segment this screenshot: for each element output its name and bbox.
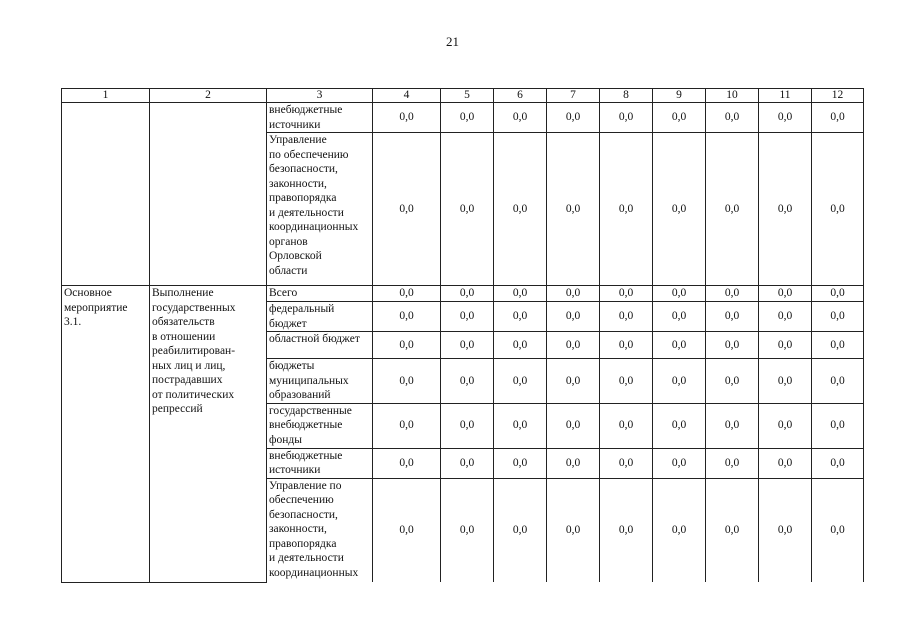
value-cell: 0,0 <box>441 302 494 332</box>
value-cell: 0,0 <box>812 332 864 359</box>
value-cell: 0,0 <box>812 448 864 478</box>
value-cell: 0,0 <box>547 302 600 332</box>
value-cell: 0,0 <box>653 359 706 404</box>
value-cell: 0,0 <box>441 448 494 478</box>
value-cell: 0,0 <box>373 359 441 404</box>
value-cell: 0,0 <box>812 302 864 332</box>
value-cell: 0,0 <box>759 286 812 302</box>
table-row <box>62 286 864 302</box>
funding-source: государственные внебюджетные фонды <box>267 403 373 448</box>
value-cell: 0,0 <box>759 448 812 478</box>
value-cell: 0,0 <box>706 286 759 302</box>
column-number-10: 10 <box>706 89 759 103</box>
value-cell: 0,0 <box>441 359 494 404</box>
funding-source: внебюджетные источники <box>267 448 373 478</box>
value-cell: 0,0 <box>600 448 653 478</box>
value-cell: 0,0 <box>600 478 653 582</box>
value-cell: 0,0 <box>547 133 600 286</box>
value-cell: 0,0 <box>441 403 494 448</box>
value-cell: 0,0 <box>812 286 864 302</box>
column-number-8: 8 <box>600 89 653 103</box>
funding-source: областной бюджет <box>267 332 373 359</box>
value-cell: 0,0 <box>653 133 706 286</box>
value-cell: 0,0 <box>373 478 441 582</box>
value-cell: 0,0 <box>812 359 864 404</box>
funding-source: Управление по обеспечению безопасности, законности, правопорядка и деятельности координационных органов Орловской области <box>267 133 373 286</box>
event-title: Выполнение государственных обязательств в отношении реабилитирован- ных лиц и лиц, пострадавших от политических репрессий <box>150 286 267 583</box>
funding-source: внебюджетные источники <box>267 103 373 133</box>
funding-source: бюджеты муниципальных образований <box>267 359 373 404</box>
value-cell: 0,0 <box>600 359 653 404</box>
value-cell: 0,0 <box>441 478 494 582</box>
value-cell: 0,0 <box>653 403 706 448</box>
value-cell: 0,0 <box>547 448 600 478</box>
value-cell: 0,0 <box>706 103 759 133</box>
value-cell: 0,0 <box>494 359 547 404</box>
value-cell: 0,0 <box>759 478 812 582</box>
column-number-3: 3 <box>267 89 373 103</box>
funding-source: федеральный бюджет <box>267 302 373 332</box>
value-cell: 0,0 <box>759 359 812 404</box>
value-cell: 0,0 <box>494 286 547 302</box>
value-cell: 0,0 <box>373 286 441 302</box>
event-cell-continued <box>62 103 150 286</box>
value-cell: 0,0 <box>494 302 547 332</box>
value-cell: 0,0 <box>373 133 441 286</box>
funding-source: Всего <box>267 286 373 302</box>
value-cell: 0,0 <box>759 332 812 359</box>
value-cell: 0,0 <box>706 359 759 404</box>
value-cell: 0,0 <box>441 286 494 302</box>
budget-table <box>61 88 864 583</box>
table-row <box>62 103 864 133</box>
value-cell: 0,0 <box>600 103 653 133</box>
value-cell: 0,0 <box>759 302 812 332</box>
value-cell: 0,0 <box>547 286 600 302</box>
funding-source: Управление по обеспечению безопасности, законности, правопорядка и деятельности координационных <box>267 478 373 582</box>
value-cell: 0,0 <box>494 103 547 133</box>
value-cell: 0,0 <box>706 133 759 286</box>
value-cell: 0,0 <box>600 133 653 286</box>
value-cell: 0,0 <box>373 448 441 478</box>
value-cell: 0,0 <box>373 103 441 133</box>
value-cell: 0,0 <box>600 302 653 332</box>
column-number-11: 11 <box>759 89 812 103</box>
column-number-5: 5 <box>441 89 494 103</box>
page-number: 21 <box>446 34 459 49</box>
column-number-6: 6 <box>494 89 547 103</box>
value-cell: 0,0 <box>494 403 547 448</box>
column-number-9: 9 <box>653 89 706 103</box>
value-cell: 0,0 <box>653 478 706 582</box>
value-cell: 0,0 <box>706 448 759 478</box>
value-cell: 0,0 <box>547 403 600 448</box>
value-cell: 0,0 <box>706 332 759 359</box>
value-cell: 0,0 <box>653 448 706 478</box>
value-cell: 0,0 <box>441 103 494 133</box>
value-cell: 0,0 <box>812 103 864 133</box>
value-cell: 0,0 <box>759 403 812 448</box>
value-cell: 0,0 <box>759 103 812 133</box>
column-number-4: 4 <box>373 89 441 103</box>
value-cell: 0,0 <box>653 103 706 133</box>
value-cell: 0,0 <box>600 332 653 359</box>
value-cell: 0,0 <box>373 302 441 332</box>
value-cell: 0,0 <box>494 448 547 478</box>
value-cell: 0,0 <box>653 286 706 302</box>
value-cell: 0,0 <box>547 103 600 133</box>
value-cell: 0,0 <box>600 403 653 448</box>
column-number-1: 1 <box>62 89 150 103</box>
value-cell: 0,0 <box>812 478 864 582</box>
column-number-7: 7 <box>547 89 600 103</box>
value-cell: 0,0 <box>600 286 653 302</box>
value-cell: 0,0 <box>653 302 706 332</box>
value-cell: 0,0 <box>706 302 759 332</box>
value-cell: 0,0 <box>706 478 759 582</box>
value-cell: 0,0 <box>441 332 494 359</box>
value-cell: 0,0 <box>547 359 600 404</box>
value-cell: 0,0 <box>494 133 547 286</box>
value-cell: 0,0 <box>494 332 547 359</box>
value-cell: 0,0 <box>547 332 600 359</box>
event-number: Основное мероприятие 3.1. <box>62 286 150 583</box>
value-cell: 0,0 <box>812 133 864 286</box>
value-cell: 0,0 <box>373 332 441 359</box>
column-number-12: 12 <box>812 89 864 103</box>
value-cell: 0,0 <box>441 133 494 286</box>
value-cell: 0,0 <box>547 478 600 582</box>
column-number-2: 2 <box>150 89 267 103</box>
value-cell: 0,0 <box>494 478 547 582</box>
value-cell: 0,0 <box>373 403 441 448</box>
value-cell: 0,0 <box>759 133 812 286</box>
value-cell: 0,0 <box>706 403 759 448</box>
value-cell: 0,0 <box>653 332 706 359</box>
header-row <box>62 89 864 103</box>
title-cell-continued <box>150 103 267 286</box>
value-cell: 0,0 <box>812 403 864 448</box>
